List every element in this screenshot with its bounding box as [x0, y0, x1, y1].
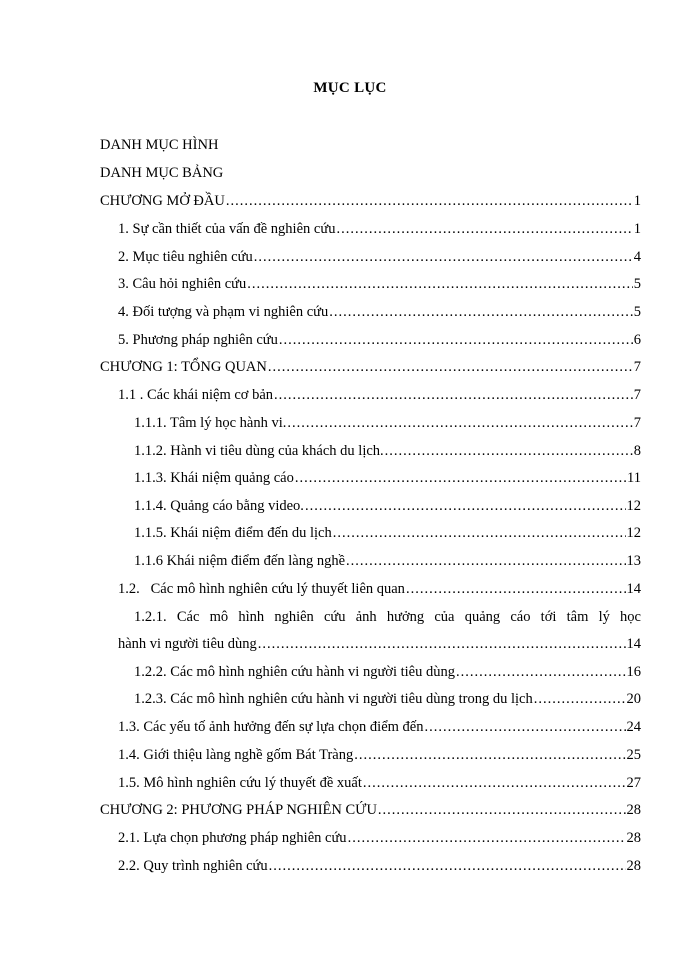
toc-entry-label: 5. Phương pháp nghiên cứu [118, 332, 278, 348]
toc-entry-2-1[interactable] [0, 828, 700, 848]
toc-entry-page: 7 [633, 387, 641, 403]
toc-entry-page: 24 [626, 719, 641, 735]
toc-entry-page: 14 [626, 581, 641, 597]
toc-entry-1-2-1-continued[interactable] [0, 634, 700, 654]
dot-leader [363, 773, 626, 793]
toc-entry-page: 13 [626, 553, 641, 569]
toc-entry-introduction-chapter[interactable] [0, 191, 700, 211]
toc-entry-research-objectives[interactable] [0, 247, 700, 267]
toc-entry-table-list[interactable] [0, 163, 700, 183]
dot-leader [333, 523, 626, 543]
toc-entry-1-4[interactable] [0, 745, 700, 765]
dot-leader [279, 330, 633, 350]
dot-leader [385, 441, 633, 461]
toc-entry-page: 4 [633, 249, 641, 265]
toc-entry-page: 8 [633, 443, 641, 459]
toc-entry-label: 1.1.2. Hành vi tiêu dùng của khách du lịch. [134, 443, 384, 459]
dot-leader [269, 856, 626, 876]
toc-entry-label: hành vi người tiêu dùng [118, 636, 257, 652]
toc-entry-label: 1.2.3. Các mô hình nghiên cứu hành vi người tiêu dùng trong du lịch [134, 691, 533, 707]
dot-leader [456, 662, 626, 682]
dot-leader [346, 551, 625, 571]
toc-entry-label: 2.2. Quy trình nghiên cứu [118, 858, 268, 874]
toc-entry-label: 1.4. Giới thiệu làng nghề gốm Bát Tràng [118, 747, 354, 763]
dot-leader [336, 219, 632, 239]
toc-entry-page: 5 [633, 304, 641, 320]
toc-entry-research-questions[interactable] [0, 274, 700, 294]
toc-entry-label: DANH MỤC BẢNG [100, 165, 224, 181]
dot-leader [254, 247, 633, 267]
toc-entry-label: 1.1.5. Khái niệm điểm đến du lịch [134, 525, 332, 541]
toc-entry-page: 12 [626, 498, 641, 514]
toc-entry-page: 16 [626, 664, 641, 680]
toc-entry-research-methods[interactable] [0, 330, 700, 350]
toc-entry-figure-list[interactable] [0, 135, 700, 155]
toc-entry-label: 1.2.1. Các mô hình nghiên cứu ảnh hưởng của quảng cáo tới tâm lý học [134, 609, 641, 625]
toc-entry-label: 1.1.4. Quảng cáo bằng video. [134, 498, 304, 514]
dot-leader [247, 274, 632, 294]
dot-leader [287, 413, 632, 433]
toc-entry-research-scope[interactable] [0, 302, 700, 322]
toc-entry-label: 1.3. Các yếu tố ảnh hưởng đến sự lựa chọn điểm đến [118, 719, 424, 735]
toc-entry-1-1-5[interactable] [0, 523, 700, 543]
toc-entry-1-1[interactable] [0, 385, 700, 405]
toc-entry-page: 7 [633, 359, 641, 375]
dot-leader [305, 496, 626, 516]
toc-entry-page: 28 [626, 858, 641, 874]
dot-leader [406, 579, 626, 599]
toc-entry-page: 7 [633, 415, 641, 431]
toc-entry-1-3[interactable] [0, 717, 700, 737]
dot-leader [534, 689, 626, 709]
toc-entry-2-2[interactable] [0, 856, 700, 876]
toc-entry-chapter-1[interactable] [0, 357, 700, 377]
toc-entry-1-5[interactable] [0, 773, 700, 793]
dot-leader [354, 745, 625, 765]
toc-entry-page: 28 [626, 802, 641, 818]
toc-entry-label: 1.1.3. Khái niệm quảng cáo [134, 470, 294, 486]
toc-entry-page: 1 [633, 221, 641, 237]
toc-entry-label: 1. Sự cần thiết của vấn đề nghiên cứu [118, 221, 336, 237]
toc-entry-page: 20 [626, 691, 641, 707]
toc-entry-1-2[interactable] [0, 579, 700, 599]
toc-entry-label: 2.1. Lựa chọn phương pháp nghiên cứu [118, 830, 347, 846]
toc-entry-1-2-1[interactable] [0, 607, 700, 627]
dot-leader [329, 302, 633, 322]
toc-entry-label: 1.1.6 Khái niệm điểm đến làng nghề [134, 553, 346, 569]
toc-entry-label: CHƯƠNG MỞ ĐẦU [100, 193, 225, 209]
toc-entry-label: 1.2.2. Các mô hình nghiên cứu hành vi người tiêu dùng [134, 664, 455, 680]
toc-entry-label: 1.1 . Các khái niệm cơ bản [118, 387, 274, 403]
toc-entry-chapter-2[interactable] [0, 800, 700, 820]
dot-leader [424, 717, 625, 737]
toc-entry-1-1-1[interactable] [0, 413, 700, 433]
toc-entry-label: CHƯƠNG 2: PHƯƠNG PHÁP NGHIÊN CỨU [100, 802, 377, 818]
toc-entry-1-2-3[interactable] [0, 689, 700, 709]
toc-entry-label: 2. Mục tiêu nghiên cứu [118, 249, 253, 265]
dot-leader [226, 191, 633, 211]
toc-entry-research-necessity[interactable] [0, 219, 700, 239]
toc-entry-page: 11 [627, 470, 641, 486]
toc-entry-label: 1.1.1. Tâm lý học hành vi. [134, 415, 287, 431]
toc-entry-1-1-3[interactable] [0, 468, 700, 488]
dot-leader [348, 828, 626, 848]
toc-entry-label: 3. Câu hỏi nghiên cứu [118, 276, 247, 292]
toc-entry-label: 1.2. Các mô hình nghiên cứu lý thuyết liên quan [118, 581, 405, 597]
toc-entry-page: 5 [633, 276, 641, 292]
toc-entry-page: 25 [626, 747, 641, 763]
dot-leader [258, 634, 626, 654]
dot-leader [268, 357, 633, 377]
toc-entry-page: 1 [633, 193, 641, 209]
toc-entry-label: DANH MỤC HÌNH [100, 137, 219, 153]
toc-entry-page: 27 [626, 775, 641, 791]
toc-entry-page: 6 [633, 332, 641, 348]
toc-entry-1-1-2[interactable] [0, 441, 700, 461]
dot-leader [274, 385, 633, 405]
toc-entry-label: 1.5. Mô hình nghiên cứu lý thuyết đề xuất [118, 775, 362, 791]
toc-entry-1-1-4[interactable] [0, 496, 700, 516]
toc-entry-page: 28 [626, 830, 641, 846]
toc-entry-page: 12 [626, 525, 641, 541]
toc-entry-page: 14 [626, 636, 641, 652]
toc-entry-1-1-6[interactable] [0, 551, 700, 571]
toc-entry-1-2-2[interactable] [0, 662, 700, 682]
toc-entry-label: 4. Đối tượng và phạm vi nghiên cứu [118, 304, 329, 320]
dot-leader [295, 468, 626, 488]
toc-entry-label: CHƯƠNG 1: TỔNG QUAN [100, 359, 267, 375]
toc-title: MỤC LỤC [313, 80, 387, 96]
dot-leader [378, 800, 626, 820]
